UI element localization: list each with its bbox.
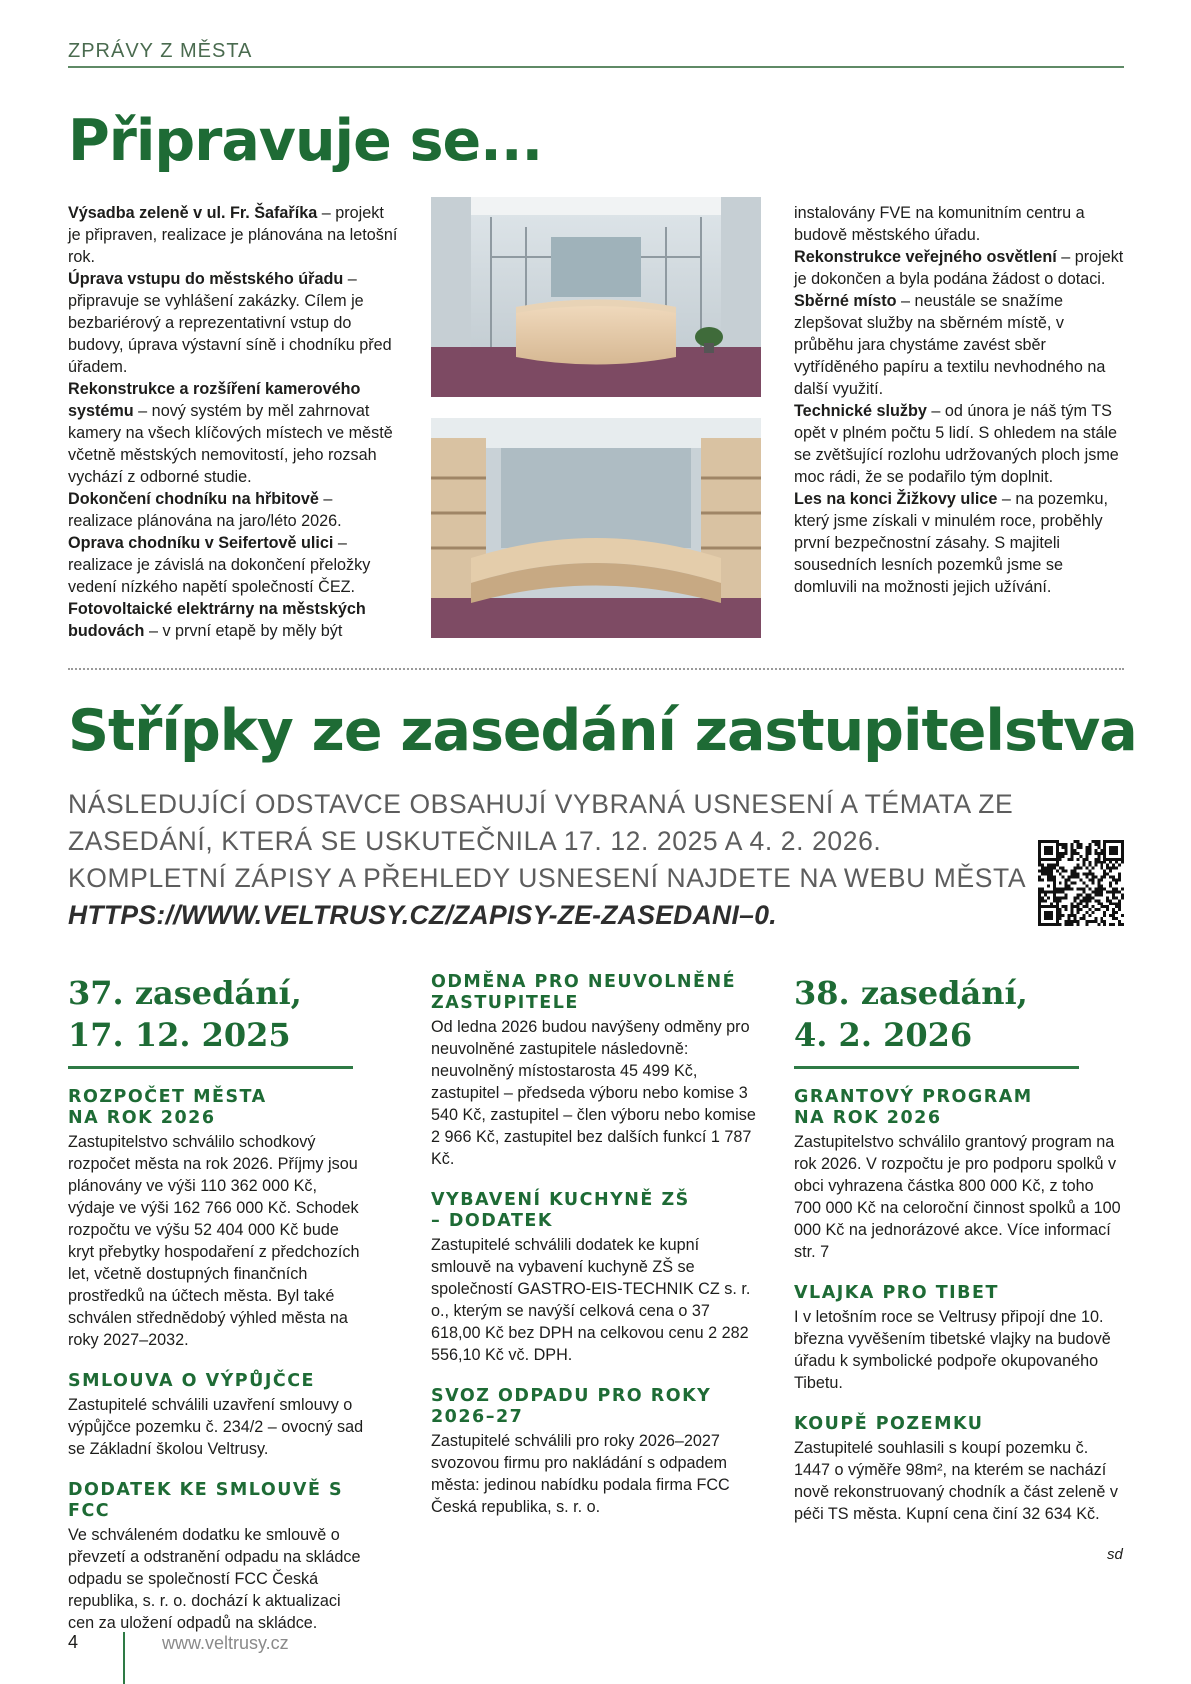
preparing-item: instalovány FVE na komunitním centru a budově městského úřadu. (794, 204, 1085, 244)
session-37-rule (68, 1066, 353, 1069)
preparing-item: Výsadba zeleně v ul. Fr. Šafaříka – projekt je připraven, realizace je plánována na letošní rok. (68, 204, 398, 266)
preparing-item: Les na konci Žižkovy ulice – na pozemku, který jsme získali v minulém roce, proběhly první bezpečnostní zásahy. S majiteli sousedních lesních pozemků jsme se domluvili na možnosti jejich užívání. (794, 490, 1109, 596)
land-purchase-text: Zastupitelé souhlasili s koupí pozemku č. 1447 o výměře 98m², na kterém se nachází nově rekonstruovaný chodník a část zeleně v péči TS města. Kupní cena činí 32 634 Kč. (794, 1439, 1118, 1523)
preparing-item: Rekonstrukce a rozšíření kamerového systému – nový systém by měl zahrnovat kamery na všech klíčových místech ve městě včetně městských nemovitostí, jeho rozsah vychází z odborné studie. (68, 380, 393, 486)
councillor-pay-heading: ODMĚNA PRO NEUVOLNĚNÉ ZASTUPITELE (431, 972, 737, 1013)
tibet-flag-text: I v letošním roce se Veltrusy připojí dne 10. března vyvěšením tibetské vlajky na budově úřadu k symbolické podpoře okupovaného Tibetu. (794, 1308, 1111, 1392)
council-url[interactable]: HTTPS://WWW.VELTRUSY.CZ/ZAPISY-ZE-ZASEDANI–0. (68, 900, 777, 930)
footer-url[interactable]: www.veltrusy.cz (162, 1633, 289, 1653)
session-38-title: 38. zasedání, 4. 2. 2026 (794, 974, 1028, 1054)
session-38-column (794, 972, 1124, 1525)
preparing-item: Úprava vstupu do městského úřadu – připravuje se vyhlášení zakázky. Cílem je bezbariérový a reprezentativní vstup do budovy, úprava výstavní síně i chodníku před úřadem. (68, 270, 392, 376)
session-37-title: 37. zasedání, 17. 12. 2025 (68, 974, 302, 1054)
footer-divider (123, 1632, 125, 1684)
reception-desk-photo (431, 197, 761, 397)
waste-collection-heading: SVOZ ODPADU PRO ROKY 2026–27 (431, 1386, 712, 1427)
preparing-item: Sběrné místo – neustále se snažíme zlepšovat služby na sběrném místě, v průběhu jara chystáme zavést sběr vytříděného papíru a textilu nevhodného na další využití. (794, 292, 1106, 398)
council-intro (68, 786, 1028, 934)
shelves-photo (431, 418, 761, 638)
author-signature: sd (1107, 1546, 1123, 1563)
grant-program-text: Zastupitelstvo schválilo grantový program na rok 2026. V rozpočtu je pro podporu spolků v obci vyhrazena částka 800 000 Kč, z toho 700 000 Kč na celoroční činnost spolků a 100 000 Kč na jednorázové akce. Více informací str. 7 (794, 1133, 1121, 1261)
kitchen-heading: VYBAVENÍ KUCHYNĚ ZŠ – DODATEK (431, 1190, 690, 1231)
header-divider (68, 66, 1124, 68)
middle-column (431, 972, 761, 1518)
loan-contract-heading: SMLOUVA O VÝPŮJČCE (68, 1371, 315, 1391)
councillor-pay-text: Od ledna 2026 budou navýšeny odměny pro neuvolněné zastupitele následovně: neuvolněný místostarosta 45 499 Kč, zastupitel – předseda výboru nebo komise 3 540 Kč, zastupitel – člen výboru nebo komise 2 966 Kč, zastupitel bez dalších funkcí 1 787 Kč. (431, 1018, 756, 1168)
qr-code-icon (1038, 840, 1124, 926)
session-37-column (68, 972, 368, 1634)
preparing-item: Oprava chodníku v Seifertově ulici – realizace je závislá na dokončení přeložky vedení nízkého napětí společností ČEZ. (68, 534, 371, 596)
page-number: 4 (68, 1632, 79, 1652)
preparing-item: Dokončení chodníku na hřbitově – realizace plánována na jaro/léto 2026. (68, 490, 342, 530)
waste-collection-text: Zastupitelé schválili pro roky 2026–2027 svozovou firmu pro nakládání s odpadem města: jedinou nabídku podala firma FCC Česká republika, s. r. o. (431, 1432, 730, 1516)
kitchen-text: Zastupitelé schválili dodatek ke kupní smlouvě na vybavení kuchyně ZŠ se společností GASTRO-EIS-TECHNIK CZ s. r. o., kterým se navýší celková cena o 37 618,00 Kč bez DPH na celkovou cenu 2 282 556,10 Kč vč. DPH. (431, 1236, 751, 1364)
council-title: Střípky ze zasedání zastupitelstva (68, 698, 1137, 764)
page-title: Připravuje se... (68, 108, 543, 174)
council-intro-text: NÁSLEDUJÍCÍ ODSTAVCE OBSAHUJÍ VYBRANÁ USNESENÍ A TÉMATA ZE ZASEDÁNÍ, KTERÁ SE USKUTEČNILA 17. 12. 2025 A 4. 2. 2026. KOMPLETNÍ ZÁPISY A PŘEHLEDY USNESENÍ NAJDETE NA WEBU MĚSTA (68, 789, 1027, 893)
preparing-left-column (68, 202, 398, 642)
budget-text: Zastupitelstvo schválilo schodkový rozpočet města na rok 2026. Příjmy jsou plánovány ve výši 110 362 000 Kč, výdaje ve výši 162 766 000 Kč. Schodek rozpočtu ve výšu 52 404 000 Kč bude kryt přebytky hospodaření z předchozích let, včetně dostupných finančních prostředků na účtech města. Byl také schválen střednědobý výhled města na roky 2027–2032. (68, 1133, 360, 1349)
section-label: ZPRÁVY Z MĚSTA (68, 40, 253, 62)
preparing-item: Rekonstrukce veřejného osvětlení – projekt je dokončen a byla podána žádost o dotaci. (794, 248, 1124, 288)
loan-contract-text: Zastupitelé schválili uzavření smlouvy o výpůjčce pozemku č. 234/2 – ovocný sad se Základní školou Veltrusy. (68, 1396, 364, 1458)
session-38-rule (794, 1066, 1079, 1069)
tibet-flag-heading: VLAJKA PRO TIBET (794, 1283, 999, 1303)
preparing-item: Technické služby – od února je náš tým TS opět v plném počtu 5 lidí. S ohledem na stále se zvětšující rozlohu udržovaných ploch jsme moc rádi, že se podařilo tým doplnit. (794, 402, 1119, 486)
land-purchase-heading: KOUPĚ POZEMKU (794, 1414, 984, 1434)
budget-heading: ROZPOČET MĚSTA NA ROK 2026 (68, 1087, 267, 1128)
fcc-amendment-text: Ve schváleném dodatku ke smlouvě o převzetí a odstranění odpadu na skládce odpadu se společností FCC Česká republika, s. r. o. dochází k aktualizaci cen za uložení odpadů na skládce. (68, 1526, 361, 1632)
preparing-item: Fotovoltaické elektrárny na městských budovách – v první etapě by měly být (68, 600, 366, 640)
grant-program-heading: GRANTOVÝ PROGRAM NA ROK 2026 (794, 1087, 1033, 1128)
section-divider (68, 668, 1124, 670)
fcc-amendment-heading: DODATEK KE SMLOUVĚ S FCC (68, 1480, 344, 1521)
preparing-right-column (794, 202, 1124, 598)
